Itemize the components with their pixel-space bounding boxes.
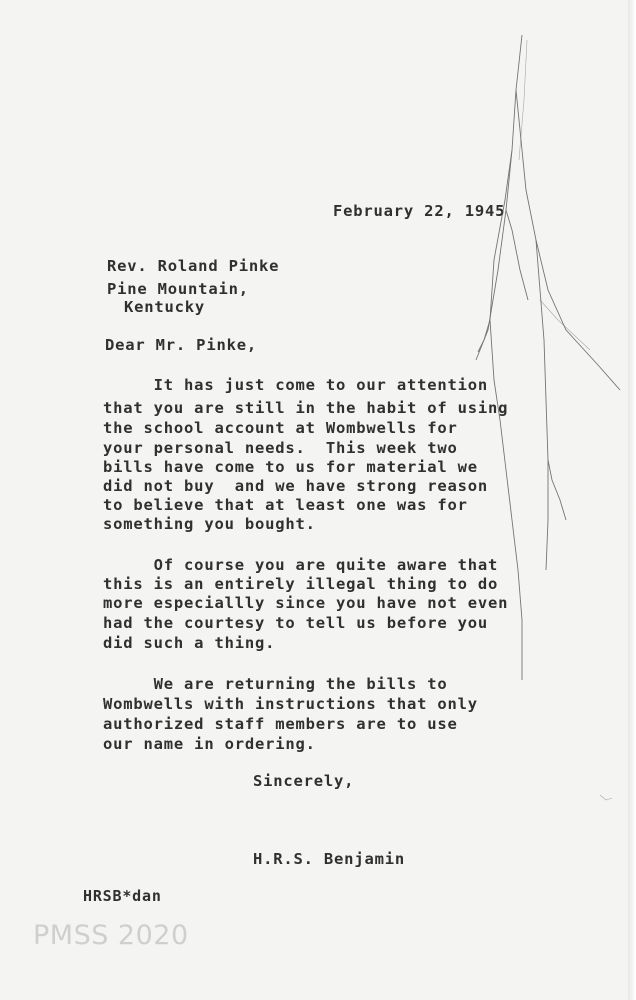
body-line: your personal needs. This week two <box>103 439 458 457</box>
body-line: did not buy and we have strong reason <box>103 477 489 495</box>
body-line: more especiallly since you have not even <box>103 594 509 612</box>
closing: Sincerely, <box>253 772 355 790</box>
body-line: We are returning the bills to <box>103 675 448 693</box>
body-line: that you are still in the habit of using <box>103 399 509 417</box>
letter-date: February 22, 1945 <box>333 202 506 220</box>
body-line: Wombwells with instructions that only <box>103 695 478 713</box>
page-edge <box>628 0 636 1000</box>
body-line: something you bought. <box>103 515 316 533</box>
recipient-address-line-1: Pine Mountain, <box>107 280 249 298</box>
archive-watermark: PMSS 2020 <box>33 920 189 951</box>
salutation: Dear Mr. Pinke, <box>105 336 257 354</box>
body-line: bills have come to us for material we <box>103 458 478 476</box>
typist-initials: HRSB*dan <box>83 887 162 905</box>
body-line: Of course you are quite aware that <box>103 556 499 574</box>
body-line: this is an entirely illegal thing to do <box>103 575 499 593</box>
body-line: our name in ordering. <box>103 735 316 753</box>
body-line: authorized staff members are to use <box>103 715 458 733</box>
recipient-name: Rev. Roland Pinke <box>107 257 280 275</box>
body-line: It has just come to our attention <box>103 376 489 394</box>
body-line: the school account at Wombwells for <box>103 419 458 437</box>
body-line: had the courtesy to tell us before you <box>103 614 489 632</box>
recipient-address-line-2: Kentucky <box>124 298 206 316</box>
body-line: to believe that at least one was for <box>103 496 468 514</box>
body-line: did such a thing. <box>103 634 276 652</box>
signature: H.R.S. Benjamin <box>253 850 405 868</box>
